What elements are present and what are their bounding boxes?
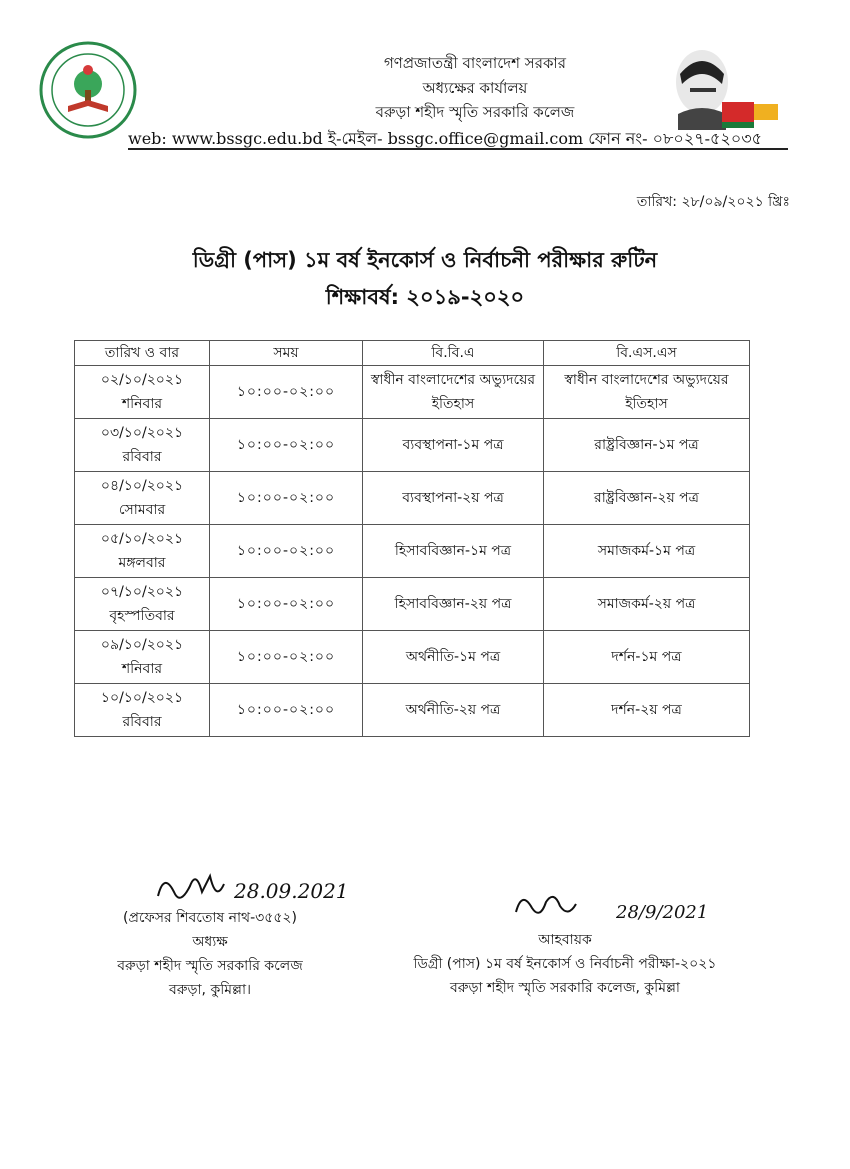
college-name: বরুড়া শহীদ স্মৃতি সরকারি কলেজ	[375, 103, 575, 121]
exam-day: রবিবার	[122, 714, 162, 730]
bss-subject-cell: সমাজকর্ম-১ম পত্র	[544, 525, 750, 578]
exam-day: রবিবার	[122, 449, 162, 465]
time-cell: ১০:০০-০২:০০	[210, 366, 363, 419]
convener-signature-block	[380, 928, 750, 1000]
exam-date: ০৯/১০/২০২১	[100, 637, 184, 653]
bba-subject-cell: হিসাববিজ্ঞান-২য় পত্র	[363, 578, 544, 631]
convener-signature-icon	[510, 884, 720, 930]
svg-text:28.09.2021: 28.09.2021	[234, 879, 349, 903]
exam-date: ১০/১০/২০২১	[100, 690, 184, 706]
date-day-cell	[75, 525, 210, 578]
svg-text:28/9/2021: 28/9/2021	[616, 902, 709, 923]
exam-day: মঙ্গলবার	[118, 555, 166, 571]
exam-date: ০৭/১০/২০২১	[100, 584, 184, 600]
time-cell: ১০:০০-০২:০০	[210, 578, 363, 631]
bss-subject-cell: রাষ্ট্রবিজ্ঞান-২য় পত্র	[544, 472, 750, 525]
bba-subject-cell: ব্যবস্থাপনা-২য় পত্র	[363, 472, 544, 525]
time-cell: ১০:০০-০২:০০	[210, 525, 363, 578]
table-row	[75, 525, 750, 578]
government-name: গণপ্রজাতন্ত্রী বাংলাদেশ সরকার	[383, 54, 567, 72]
exam-date: ০৩/১০/২০২১	[100, 425, 184, 441]
bba-subject-cell: অর্থনীতি-১ম পত্র	[363, 631, 544, 684]
bss-subject-cell: দর্শন-১ম পত্র	[544, 631, 750, 684]
table-row	[75, 578, 750, 631]
exam-day: শনিবার	[121, 661, 163, 677]
bss-subject-cell: রাষ্ট্রবিজ্ঞান-১ম পত্র	[544, 419, 750, 472]
time-cell: ১০:০০-০২:০০	[210, 472, 363, 525]
table-row	[75, 684, 750, 737]
principal-location: বরুড়া, কুমিল্লা।	[168, 982, 252, 998]
time-cell: ১০:০০-০২:০০	[210, 419, 363, 472]
convener-designation: আহবায়ক	[538, 932, 592, 948]
date-day-cell	[75, 631, 210, 684]
bss-subject-cell: দর্শন-২য় পত্র	[544, 684, 750, 737]
table-row	[75, 631, 750, 684]
header-divider	[128, 148, 788, 150]
exam-day: বৃহস্পতিবার	[109, 608, 175, 624]
convener-committee: ডিগ্রী (পাস) ১ম বর্ষ ইনকোর্স ও নির্বাচনী পরীক্ষা-২০২১	[413, 956, 717, 972]
routine-title: ডিগ্রী (পাস) ১ম বর্ষ ইনকোর্স ও নির্বাচনী পরীক্ষার রুটিন	[192, 248, 658, 272]
exam-day: শনিবার	[121, 396, 163, 412]
table-row	[75, 366, 750, 419]
header-date-day: তারিখ ও বার	[75, 341, 210, 366]
table-header-row	[75, 341, 750, 366]
date-day-cell	[75, 684, 210, 737]
contact-info: web: www.bssgc.edu.bd ই-মেইল- bssgc.office@gmail.com ফোন নং- ০৮০২৭-৫২০৩৫	[128, 129, 763, 148]
header-bss: বি.এস.এস	[544, 341, 750, 366]
table-row	[75, 419, 750, 472]
header-time: সময়	[210, 341, 363, 366]
header-bba: বি.বি.এ	[363, 341, 544, 366]
time-cell: ১০:০০-০২:০০	[210, 684, 363, 737]
date-day-cell	[75, 366, 210, 419]
table-row	[75, 472, 750, 525]
principal-signature-block	[90, 906, 330, 1002]
bba-subject-cell: স্বাধীন বাংলাদেশের অভ্যুদয়ের ইতিহাস	[363, 366, 544, 419]
principal-institution: বরুড়া শহীদ স্মৃতি সরকারি কলেজ	[117, 958, 303, 974]
exam-routine-table	[74, 340, 750, 737]
bba-subject-cell: হিসাববিজ্ঞান-১ম পত্র	[363, 525, 544, 578]
bba-subject-cell: ব্যবস্থাপনা-১ম পত্র	[363, 419, 544, 472]
office-name: অধ্যক্ষের কার্যালয়	[422, 79, 528, 97]
exam-date: ০৪/১০/২০২১	[100, 478, 184, 494]
bss-subject-cell: স্বাধীন বাংলাদেশের অভ্যুদয়ের ইতিহাস	[544, 366, 750, 419]
date-day-cell	[75, 578, 210, 631]
time-cell: ১০:০০-০২:০০	[210, 631, 363, 684]
date-day-cell	[75, 472, 210, 525]
exam-date: ০৫/১০/২০২১	[100, 531, 184, 547]
principal-name: (প্রফেসর শিবতোষ নাথ-৩৫৫২)	[123, 910, 297, 926]
issue-date: তারিখ: ২৮/০৯/২০২১ খ্রিঃ	[636, 194, 790, 210]
academic-session: শিক্ষাবর্ষ: ২০১৯-২০২০	[325, 285, 525, 309]
principal-designation: অধ্যক্ষ	[192, 934, 228, 950]
convener-institution: বরুড়া শহীদ স্মৃতি সরকারি কলেজ, কুমিল্লা	[450, 980, 680, 996]
bss-subject-cell: সমাজকর্ম-২য় পত্র	[544, 578, 750, 631]
bba-subject-cell: অর্থনীতি-২য় পত্র	[363, 684, 544, 737]
exam-day: সোমবার	[118, 502, 166, 518]
exam-date: ০২/১০/২০২১	[100, 372, 184, 388]
date-day-cell	[75, 419, 210, 472]
principal-signature-icon	[150, 862, 360, 912]
